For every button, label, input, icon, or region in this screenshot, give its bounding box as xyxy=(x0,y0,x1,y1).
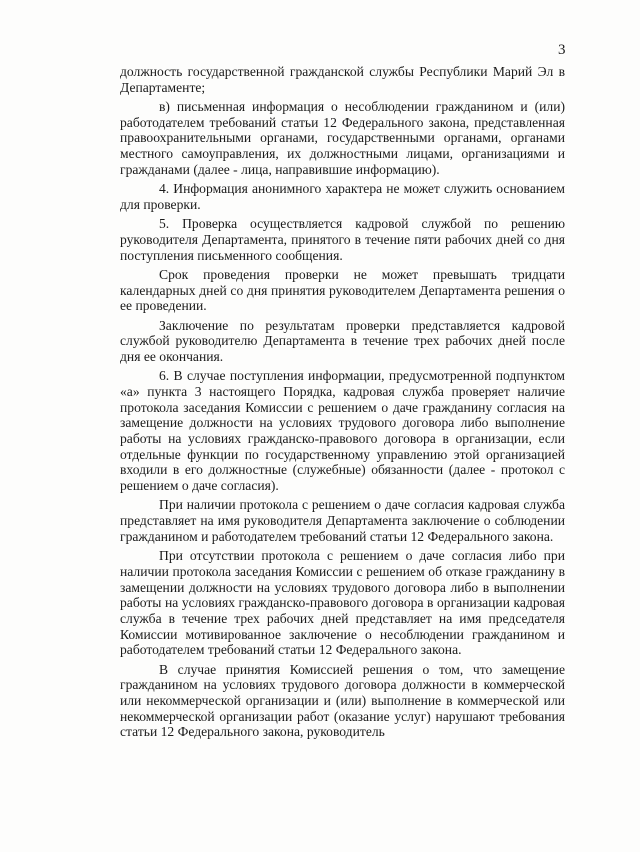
paragraph: 4. Информация анонимного характера не может служить основанием для проверки. xyxy=(120,181,565,212)
paragraph: Срок проведения проверки не может превышать тридцати календарных дней со дня принятия руководителем Департамента решения о ее проведении. xyxy=(120,266,565,314)
paragraph: В случае принятия Комиссией решения о том, что замещение гражданином на условиях трудового договора должности в коммерческой или некоммерческой организации и (или) выполнение в коммерческой или некоммерческой организации работ (оказание услуг) нарушают требования статьи 12 Федерального закона, руководитель xyxy=(120,661,565,740)
paragraph: должность государственной гражданской службы Республики Марий Эл в Департаменте; xyxy=(120,64,565,95)
paragraph: в) письменная информация о несоблюдении гражданином и (или) работодателем требований статьи 12 Федерального закона, представленная правоохранительными органами, государственными органами, органами местного самоуправления, их должностными лицами, организациями и гражданами (далее - лица, направившие информацию). xyxy=(120,99,565,177)
paragraph: 5. Проверка осуществляется кадровой службой по решению руководителя Департамента, принятого в течение пяти рабочих дней со дня поступления письменного сообщения. xyxy=(120,216,565,263)
paragraph: При наличии протокола с решением о даче согласия кадровая служба представляет на имя руководителя Департамента заключение о соблюдении гражданином и работодателем требований статьи 12 Федерального закона. xyxy=(120,497,565,544)
paragraph: Заключение по результатам проверки представляется кадровой службой руководителю Департамента в течение трех рабочих дней после дня ее окончания. xyxy=(120,317,565,364)
document-body xyxy=(120,64,565,740)
paragraph: 6. В случае поступления информации, предусмотренной подпунктом «а» пункта 3 настоящего Порядка, кадровая служба проверяет наличие протокола заседания Комиссии с решением о даче гражданину согласия на замещение должности на условиях трудового договора либо выполнение работы на условиях гражданско-правового договора в организации, если отдельные функции по государственному управлению этой организацией входили в его должностные (служебные) обязанности (далее - протокол с решением о даче согласия). xyxy=(120,368,565,494)
page-number: 3 xyxy=(558,42,566,58)
paragraph: При отсутствии протокола с решением о даче согласия либо при наличии протокола заседания Комиссии с решением об отказе гражданину в замещении должности на условиях трудового договора либо в выполнении работы на условиях гражданско-правового договора в организации кадровая служба в течение трех рабочих дней представляет на имя председателя Комиссии мотивированное заключение о несоблюдении гражданином и работодателем требований статьи 12 Федерального закона. xyxy=(120,548,565,658)
